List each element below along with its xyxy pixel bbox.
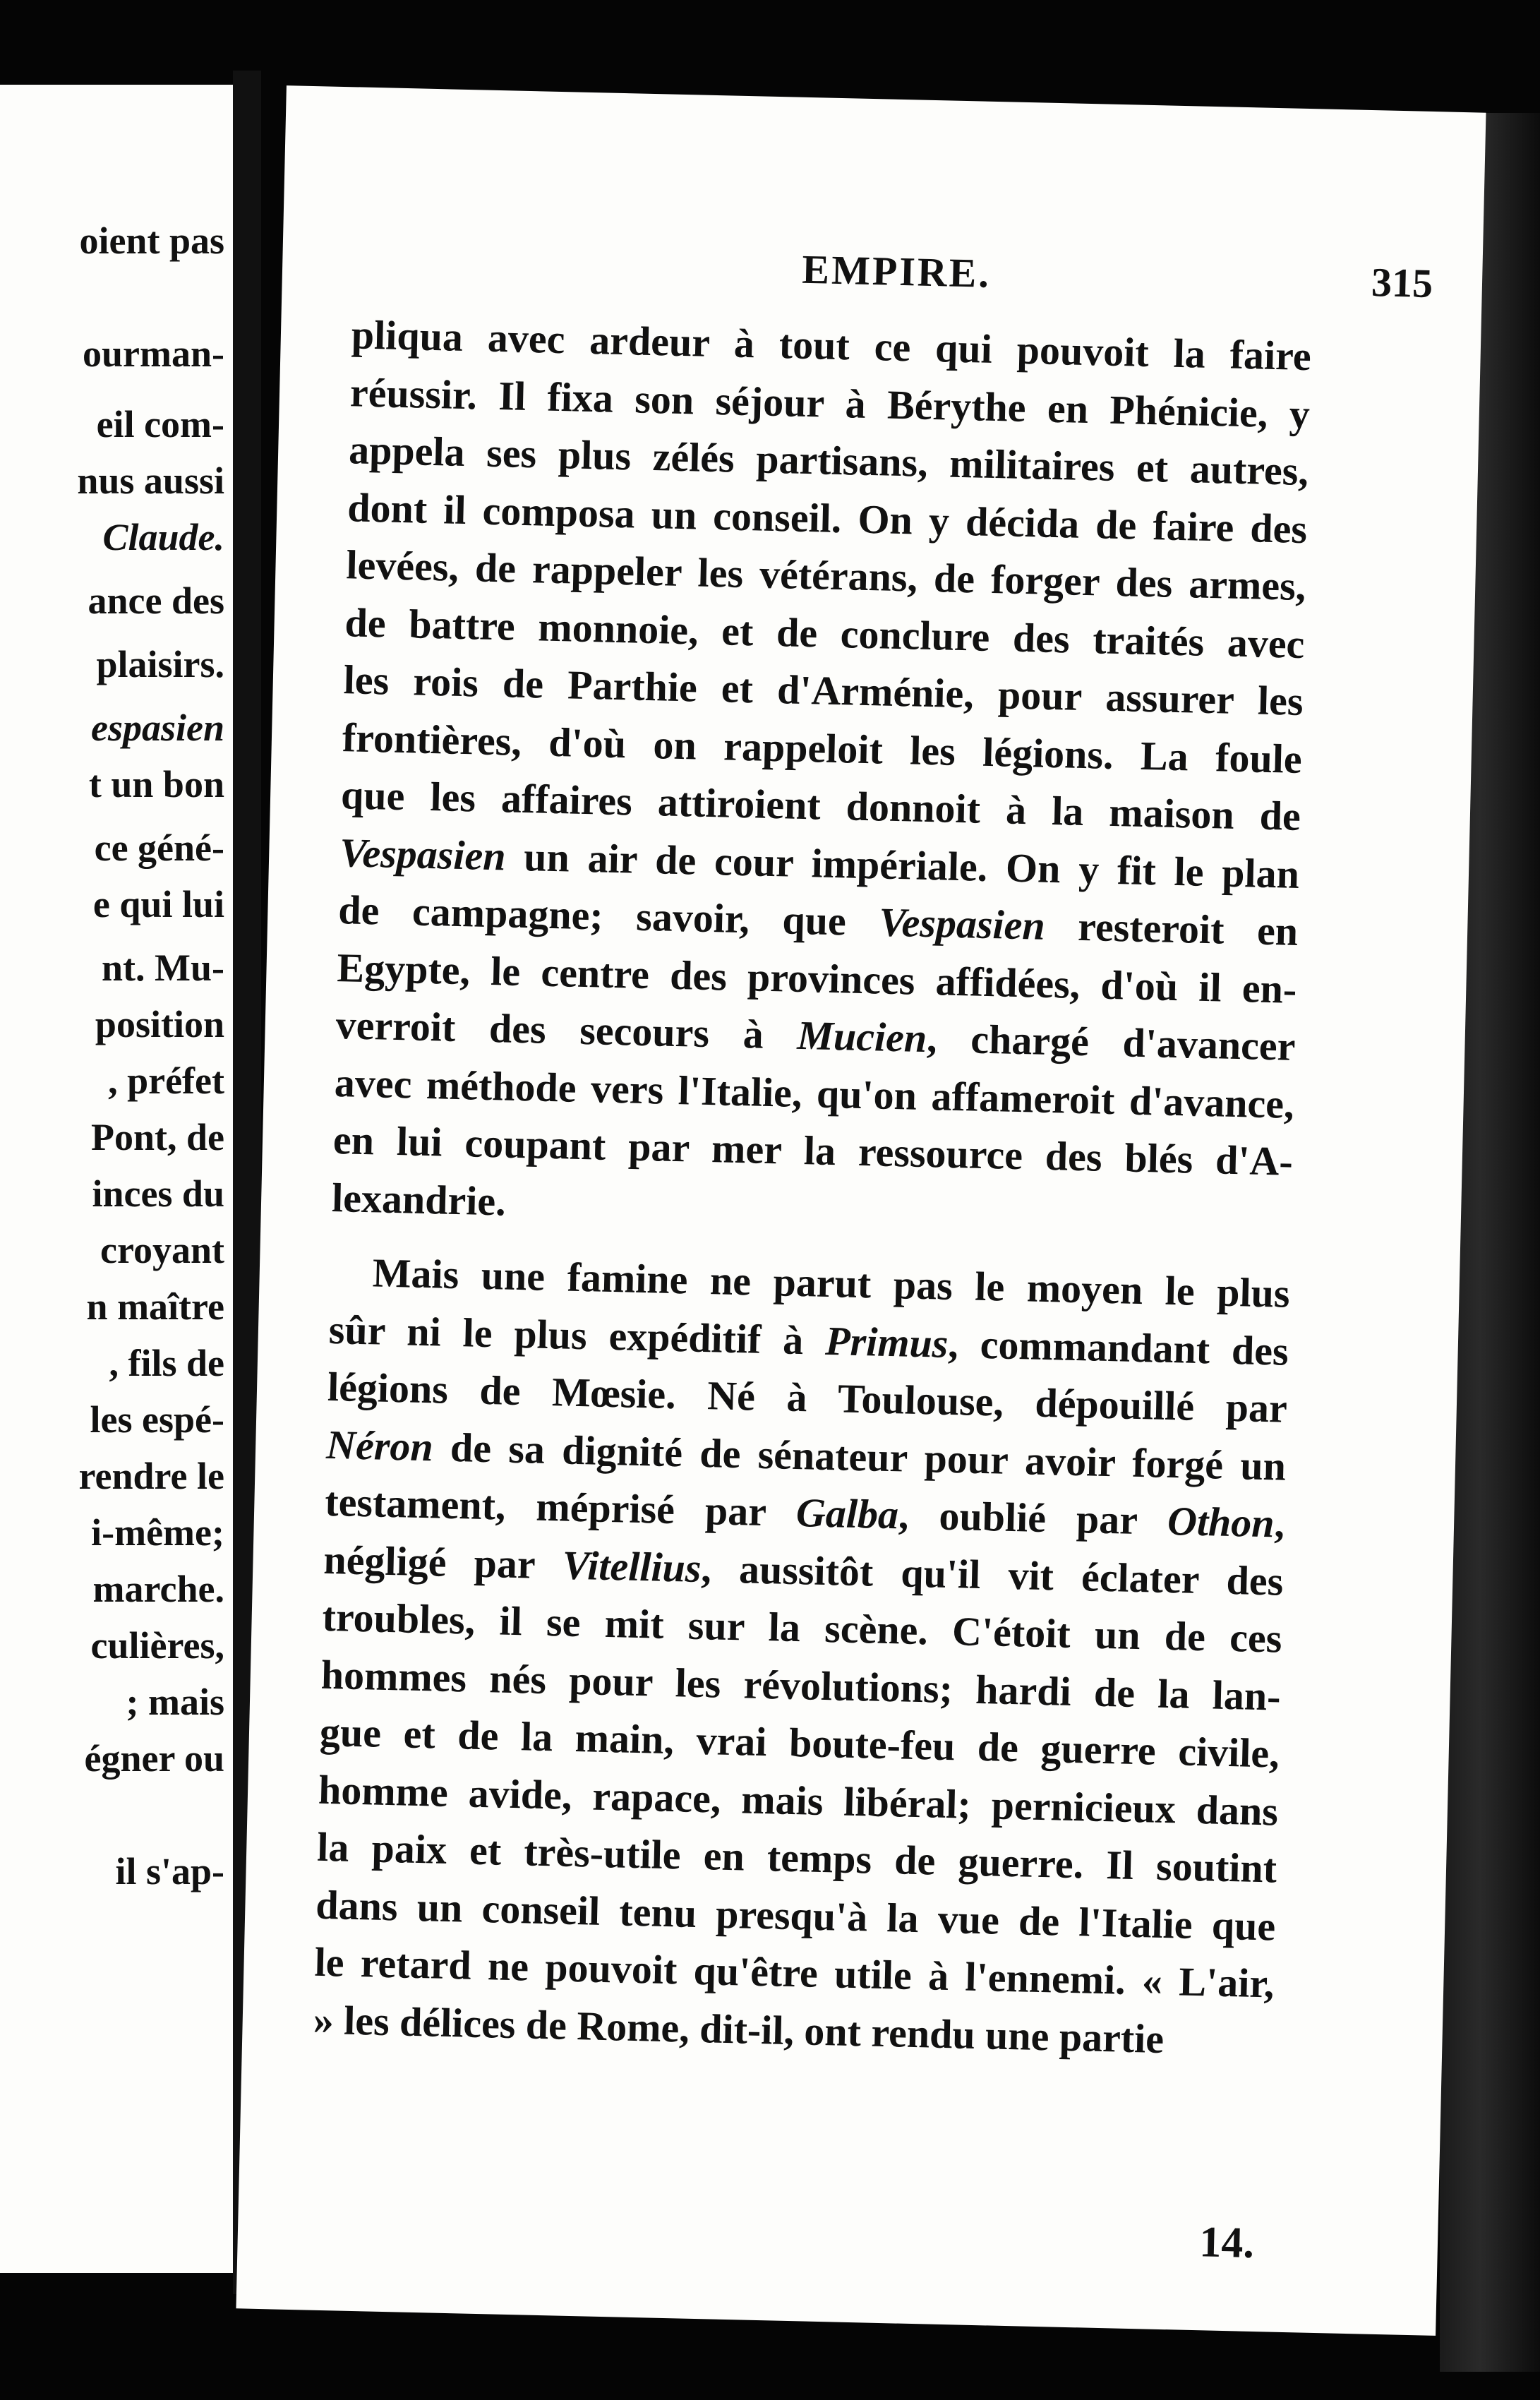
text-line: hommes nés pour les révolutions; hardi de la lan- bbox=[320, 1651, 1282, 1720]
left-page-line: égner ou bbox=[84, 1737, 224, 1780]
text-line: le retard ne pouvoit qu'être utile à l'ennemi. « L'air, bbox=[313, 1938, 1275, 2007]
paragraph-2 bbox=[313, 1243, 1291, 2070]
left-page-line: ance des bbox=[88, 580, 224, 622]
left-page-line: ce géné- bbox=[94, 827, 224, 869]
text-line: » les délices de Rome, dit-il, ont rendu une partie bbox=[313, 1996, 1165, 2062]
signature-mark: 14. bbox=[1198, 2218, 1255, 2268]
left-page-line: espasien bbox=[91, 707, 224, 749]
paragraph-1 bbox=[331, 306, 1311, 1248]
left-page-line: marche. bbox=[92, 1568, 224, 1610]
text-line: négligé par Vitellius, aussitôt qu'il vit éclater des bbox=[323, 1536, 1284, 1604]
text-line: troubles, il se mit sur la scène. C'étoit un de ces bbox=[322, 1593, 1283, 1662]
right-page bbox=[236, 85, 1486, 2336]
text-line: frontières, d'où on rappeloit les légions. La foule bbox=[342, 714, 1303, 782]
left-page-line: eil com- bbox=[96, 403, 224, 445]
page-number: 315 bbox=[1371, 259, 1433, 307]
text-line: lexandrie. bbox=[331, 1174, 507, 1225]
text-line: dans un conseil tenu presqu'à la vue de l'Italie que bbox=[315, 1881, 1276, 1950]
page-header bbox=[352, 235, 1440, 316]
text-line: avec méthode vers l'Italie, qu'on affameroit d'avance, bbox=[334, 1059, 1295, 1127]
left-page-line: ourman- bbox=[83, 332, 224, 375]
text-line: sûr ni le plus expéditif à Primus, commandant des bbox=[328, 1306, 1289, 1374]
left-page-line: t un bon bbox=[88, 763, 224, 805]
text-line: pliqua avec ardeur à tout ce qui pouvoit la faire bbox=[351, 311, 1312, 380]
text-line: légions de Mœsie. Né à Toulouse, dépouillé par bbox=[327, 1363, 1288, 1432]
left-page-line: e qui lui bbox=[92, 883, 224, 925]
text-line: verroit des secours à Mucien, chargé d'avancer bbox=[335, 1002, 1297, 1069]
text-line: réussir. Il fixa son séjour à Bérythe en Phénicie, y bbox=[349, 368, 1311, 437]
left-page-line: Pont, de bbox=[91, 1116, 224, 1158]
left-page-line: les espé- bbox=[90, 1398, 224, 1441]
left-page-line: , fils de bbox=[109, 1342, 224, 1384]
running-title: EMPIRE. bbox=[801, 246, 992, 296]
text-line: Egypte, le centre des provinces affidées, d'où il en- bbox=[336, 944, 1298, 1012]
text-line: homme avide, rapace, mais libéral; pernicieux dans bbox=[318, 1766, 1279, 1835]
text-line: la paix et très-utile en temps de guerre. Il soutint bbox=[316, 1823, 1277, 1892]
text-line: Néron de sa dignité de sénateur pour avoir forgé un bbox=[325, 1421, 1287, 1489]
text-line: en lui coupant par mer la ressource des blés d'A- bbox=[332, 1117, 1294, 1184]
left-page-line: n maître bbox=[86, 1285, 224, 1328]
text-line: de campagne; savoir, que Vespasien resteroit en bbox=[337, 887, 1299, 954]
left-page-line: Claude. bbox=[102, 516, 224, 558]
left-page-line: , préfet bbox=[108, 1060, 224, 1102]
text-line: Vespasien un air de cour impériale. On y fit le plan bbox=[339, 829, 1300, 897]
left-page-line: nt. Mu- bbox=[102, 947, 224, 989]
left-page-line: culières, bbox=[90, 1624, 224, 1667]
left-page-line: inces du bbox=[92, 1172, 224, 1215]
left-page-line: rendre le bbox=[78, 1455, 224, 1497]
page-body bbox=[313, 306, 1312, 2070]
left-page-fragment bbox=[0, 85, 246, 2273]
left-page-line: i-même; bbox=[91, 1511, 224, 1554]
text-line: appela ses plus zélés partisans, militaires et autres, bbox=[348, 426, 1309, 495]
text-line: les rois de Parthie et d'Arménie, pour assurer les bbox=[343, 656, 1304, 725]
left-page-line: ; mais bbox=[126, 1681, 224, 1723]
left-page-line: position bbox=[95, 1003, 224, 1045]
text-line: dont il composa un conseil. On y décida de faire des bbox=[347, 484, 1308, 552]
text-line: que les affaires attiroient donnoit à la maison de bbox=[340, 772, 1301, 839]
text-line: gue et de la main, vrai boute-feu de guerre civile, bbox=[319, 1708, 1280, 1777]
text-line: Mais une famine ne parut pas le moyen le plus bbox=[372, 1249, 1291, 1316]
left-page-line: plaisirs. bbox=[96, 643, 224, 685]
left-page-line: nus aussi bbox=[77, 460, 224, 502]
left-page-line: croyant bbox=[100, 1229, 224, 1271]
text-line: testament, méprisé par Galba, oublié par Othon, bbox=[324, 1478, 1285, 1547]
text-line: de battre monnoie, et de conclure des traités avec bbox=[344, 599, 1306, 667]
left-page-line: il s'ap- bbox=[115, 1850, 224, 1892]
text-line: levées, de rappeler les vétérans, de forger des armes, bbox=[345, 541, 1306, 610]
left-page-line: oient pas bbox=[79, 220, 224, 262]
